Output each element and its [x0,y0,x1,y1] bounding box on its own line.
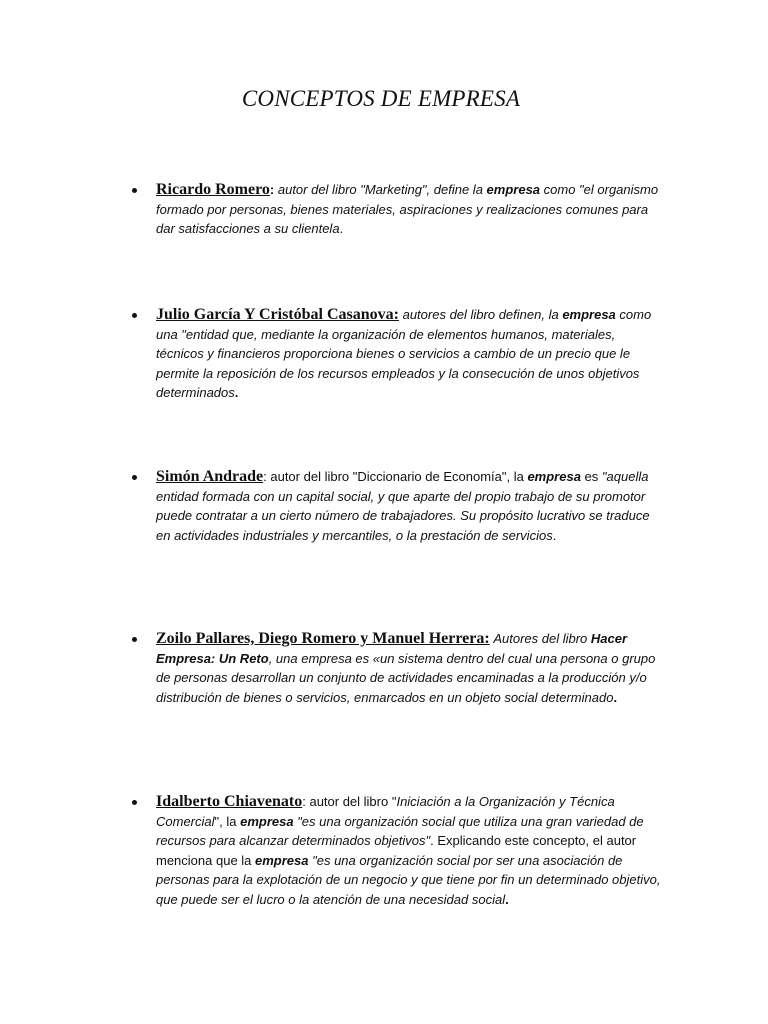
definition-item [156,629,661,707]
text-segment: como "el organismo formado por personas, bienes materiales, aspiraciones y realizaciones comunes para dar satisfacciones a su clientela [156,182,659,236]
author-name: Julio García Y Cristóbal Casanova: [156,306,399,323]
bullet-icon [132,188,137,193]
text-segment: autor del libro "Marketing", define la [277,182,487,197]
text-segment: "es una organización social por ser una asociación de personas para la explotación de un negocio y que tiene por fin un determinado objetivo, que puede ser el lucro o la atención de una necesidad social [156,852,661,907]
bullet-icon [132,313,137,318]
text-segment: . [613,689,618,705]
text-segment: "aquella entidad formada con un capital social, y que aparte del propio trabajo de su promotor puede contratar a un cierto número de trabajadores. Su propósito lucrativo se traduce en actividades industriales y mercantiles, o la prestación de servicios [156,469,650,543]
text-segment: "es una organización social que utiliza una gran variedad de recursos para alcanzar determinados objetivos" [156,813,644,848]
keyword-empresa: empresa [527,469,581,484]
document-title: CONCEPTOS DE EMPRESA [241,86,521,111]
text-segment: , una empresa es «un sistema dentro del cual una persona o grupo de personas desarrollan un conjunto de actividades encaminadas a la producción y/o distribución de bienes o servicios, enmarcados en un objeto social determinado [156,650,656,705]
text-segment: : autor del libro " [302,794,397,809]
bullet-icon [132,800,137,805]
author-name: Simón Andrade [156,468,264,485]
text-segment: autores del libro definen, la [402,307,563,322]
bullet-icon [132,475,137,480]
text-segment: . [505,891,509,907]
definition-item [156,180,661,239]
text-segment: . [234,385,239,400]
keyword-empresa: empresa [255,852,309,868]
definition-item [156,792,661,909]
text-segment: ", la [214,813,241,829]
keyword-empresa: empresa [562,307,616,322]
text-segment: . [339,221,344,236]
book-title: Iniciación a la Organización y Técnica Comercial [156,794,615,829]
text-segment: es [580,469,602,484]
definition-item [156,305,661,403]
keyword-empresa: empresa [240,813,294,829]
text-segment: : [269,182,278,197]
text-segment: Autores del libro [493,631,591,646]
text-segment: como una "entidad que, mediante la organización de elementos humanos, materiales, técnicos y financieros proporciona bienes o servicios a cambio de un precio que le permite la reposición de los recursos empleados y la consecución de unos objetivos determinados [156,307,652,400]
author-name: Idalberto Chiavenato [156,793,303,810]
text-segment: . Explicando este concepto, el autor menciona que la [156,833,637,868]
author-name: Zoilo Pallares, Diego Romero y Manuel Herrera: [156,630,490,647]
definition-item [156,467,661,545]
author-name: Ricardo Romero [156,181,270,198]
text-segment: : autor del libro "Diccionario de Economía", la [263,469,528,484]
text-segment: . [552,527,557,543]
bullet-icon [132,637,137,642]
keyword-empresa: empresa [486,182,541,197]
book-title: Hacer Empresa: Un Reto [156,631,628,666]
